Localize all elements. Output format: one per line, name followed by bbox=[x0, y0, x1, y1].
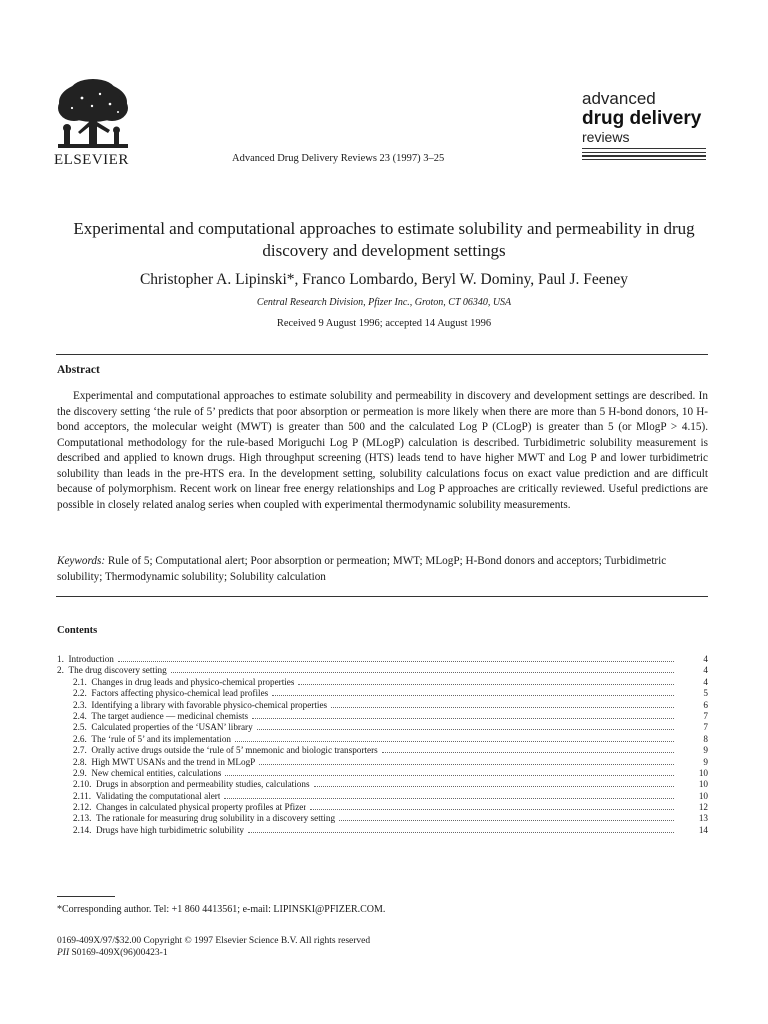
toc-entry-number: 2.14. bbox=[73, 824, 92, 835]
toc-entry-page: 4 bbox=[703, 665, 708, 676]
toc-entry-page: 4 bbox=[703, 676, 708, 687]
toc-entry bbox=[57, 813, 708, 824]
toc-entry bbox=[57, 700, 708, 711]
toc-entry bbox=[57, 677, 708, 688]
contents-heading: Contents bbox=[57, 625, 98, 636]
toc-entry-number: 1. bbox=[57, 654, 64, 664]
corresponding-author-footnote: *Corresponding author. Tel: +1 860 4413561; e-mail: LIPINSKI@PFIZER.COM. bbox=[57, 904, 386, 915]
toc-entry-label: The target audience — medicinal chemists bbox=[91, 710, 249, 721]
toc-entry-page: 10 bbox=[698, 767, 708, 778]
toc-entry-number: 2.3. bbox=[73, 699, 87, 710]
toc-entry-page: 9 bbox=[703, 756, 708, 767]
toc-entry-number: 2.12. bbox=[73, 802, 92, 813]
toc-leader-dots bbox=[298, 684, 674, 685]
toc-leader-dots bbox=[248, 832, 674, 833]
toc-leader-dots bbox=[339, 820, 674, 821]
toc-entry-label: Changes in calculated physical property profiles at Pfizer bbox=[95, 802, 307, 813]
toc-entry-page: 10 bbox=[698, 779, 708, 790]
journal-logo bbox=[582, 90, 712, 163]
table-of-contents bbox=[57, 654, 708, 836]
toc-entry-number: 2.6. bbox=[73, 733, 87, 744]
toc-leader-dots bbox=[225, 775, 674, 776]
toc-entry-page: 5 bbox=[703, 688, 708, 699]
journal-logo-line2: drug delivery bbox=[582, 108, 702, 129]
toc-entry-label: Identifying a library with favorable physico-chemical properties bbox=[91, 699, 328, 710]
toc-entry-number: 2.1. bbox=[73, 676, 87, 687]
toc-entry-number: 2.2. bbox=[73, 688, 87, 699]
abstract-text: Experimental and computational approaches to estimate solubility and permeability in discovery and development settings are described. In the discovery setting ‘the rule of 5’ predicts that poor absorption or permeation is more likely when there are more than 5 H-bond donors, 10 H-bond acceptors, the molecular weight (MWT) is greater than 500 and the calculated Log P (CLogP) is greater than 5 (or MlogP > 4.15). Computational methodology for the rule-based Moriguchi Log P (MLogP) calculation is described. Turbidimetric solubility measurement is described and applied to known drugs. High throughput screening (HTS) leads tend to have higher MWT and Log P and lower turbidimetric solubility than leads in the pre-HTS era. In the development setting, solubility calculations focus on exact value prediction and are difficult because of polymorphism. Recent work on linear free energy relationships and Log P approaches are critically reviewed. Useful predictions are possible in closely related analog series when coupled with experimental thermodynamic solubility measurements. bbox=[57, 390, 708, 511]
journal-citation: Advanced Drug Delivery Reviews 23 (1997) 3–25 bbox=[232, 153, 445, 164]
toc-entry-page: 9 bbox=[703, 745, 708, 756]
toc-leader-dots bbox=[272, 695, 674, 696]
toc-entry bbox=[57, 665, 708, 676]
article-authors: Christopher A. Lipinski*, Franco Lombardo, Beryl W. Dominy, Paul J. Feeney bbox=[139, 271, 629, 288]
toc-leader-dots bbox=[252, 718, 674, 719]
pii-line bbox=[57, 948, 168, 958]
keywords bbox=[57, 553, 708, 585]
toc-leader-dots bbox=[118, 661, 674, 662]
toc-entry bbox=[57, 745, 708, 756]
toc-entry-page: 12 bbox=[698, 802, 708, 813]
toc-entry bbox=[57, 688, 708, 699]
toc-entry-label: The ‘rule of 5’ and its implementation bbox=[91, 733, 232, 744]
toc-entry-number: 2.13. bbox=[73, 813, 92, 824]
toc-entry-label: The drug discovery setting bbox=[68, 665, 167, 676]
toc-entry-page: 10 bbox=[698, 790, 708, 801]
toc-entry bbox=[57, 825, 708, 836]
toc-entry bbox=[57, 779, 708, 790]
toc-entry bbox=[57, 757, 708, 768]
toc-entry-label: Drugs have high turbidimetric solubility bbox=[95, 824, 244, 835]
divider-bottom bbox=[56, 596, 708, 597]
toc-entry-number: 2.9. bbox=[73, 767, 87, 778]
toc-entry-label: Calculated properties of the ‘USAN’ library bbox=[91, 722, 253, 733]
toc-entry-label: Drugs in absorption and permeability studies, calculations bbox=[95, 779, 310, 790]
toc-entry bbox=[57, 654, 708, 665]
keywords-list: Rule of 5; Computational alert; Poor absorption or permeation; MWT; MLogP; H-Bond donors and acceptors; Turbidimetric solubility; Thermodynamic solubility; Solubility calculation bbox=[57, 555, 667, 583]
toc-leader-dots bbox=[235, 741, 674, 742]
toc-entry-page: 7 bbox=[703, 710, 708, 721]
toc-entry bbox=[57, 734, 708, 745]
toc-leader-dots bbox=[331, 707, 674, 708]
footnote-rule bbox=[57, 896, 115, 897]
toc-entry-number: 2.8. bbox=[73, 756, 87, 767]
toc-leader-dots bbox=[382, 752, 674, 753]
toc-leader-dots bbox=[314, 786, 674, 787]
toc-entry bbox=[57, 802, 708, 813]
toc-entry-label: Changes in drug leads and physico-chemical properties bbox=[91, 676, 295, 687]
toc-entry-label: Orally active drugs outside the ‘rule of 5’ mnemonic and biologic transporters bbox=[91, 745, 378, 756]
toc-entry-number: 2.5. bbox=[73, 722, 87, 733]
received-dates: Received 9 August 1996; accepted 14 August 1996 bbox=[276, 318, 492, 329]
toc-leader-dots bbox=[310, 809, 674, 810]
toc-entry-label: Factors affecting physico-chemical lead profiles bbox=[91, 688, 269, 699]
toc-entry-number: 2.7. bbox=[73, 745, 87, 756]
toc-entry-label: New chemical entities, calculations bbox=[91, 767, 222, 778]
toc-leader-dots bbox=[224, 798, 674, 799]
journal-logo-line1: advanced bbox=[582, 89, 656, 108]
toc-entry-label: Introduction bbox=[68, 654, 114, 664]
toc-entry-page: 7 bbox=[703, 722, 708, 733]
abstract-heading: Abstract bbox=[57, 364, 100, 376]
journal-logo-rules bbox=[582, 148, 706, 160]
toc-entry-page: 4 bbox=[703, 654, 708, 664]
toc-entry-page: 14 bbox=[698, 824, 708, 835]
toc-entry bbox=[57, 791, 708, 802]
toc-entry bbox=[57, 768, 708, 779]
toc-entry-page: 8 bbox=[703, 733, 708, 744]
publisher-name: ELSEVIER bbox=[54, 152, 129, 168]
copyright-line: 0169-409X/97/$32.00 Copyright © 1997 Elsevier Science B.V. All rights reserved bbox=[57, 936, 371, 946]
toc-entry-number: 2. bbox=[57, 665, 64, 676]
toc-entry bbox=[57, 711, 708, 722]
toc-entry-label: Validating the computational alert bbox=[95, 790, 221, 801]
toc-entry-label: High MWT USANs and the trend in MLogP bbox=[91, 756, 256, 767]
toc-entry-number: 2.10. bbox=[73, 779, 92, 790]
pii-value: S0169-409X(96)00423-1 bbox=[71, 948, 168, 958]
toc-entry bbox=[57, 722, 708, 733]
author-affiliation: Central Research Division, Pfizer Inc., Groton, CT 06340, USA bbox=[256, 297, 512, 308]
toc-leader-dots bbox=[171, 672, 674, 673]
elsevier-tree-logo-icon bbox=[52, 78, 134, 152]
journal-logo-line3: reviews bbox=[582, 129, 630, 145]
toc-entry-label: The rationale for measuring drug solubility in a discovery setting bbox=[95, 813, 336, 824]
toc-entry-page: 13 bbox=[698, 813, 708, 824]
pii-label: PII bbox=[57, 948, 70, 958]
toc-leader-dots bbox=[257, 729, 674, 730]
divider-top bbox=[56, 354, 708, 355]
toc-entry-page: 6 bbox=[703, 699, 708, 710]
keywords-label: Keywords: bbox=[57, 555, 106, 567]
article-title: Experimental and computational approaches to estimate solubility and permeability in drug discovery and development settings bbox=[73, 219, 695, 260]
toc-leader-dots bbox=[259, 764, 674, 765]
toc-entry-number: 2.4. bbox=[73, 710, 87, 721]
toc-entry-number: 2.11. bbox=[73, 790, 92, 801]
